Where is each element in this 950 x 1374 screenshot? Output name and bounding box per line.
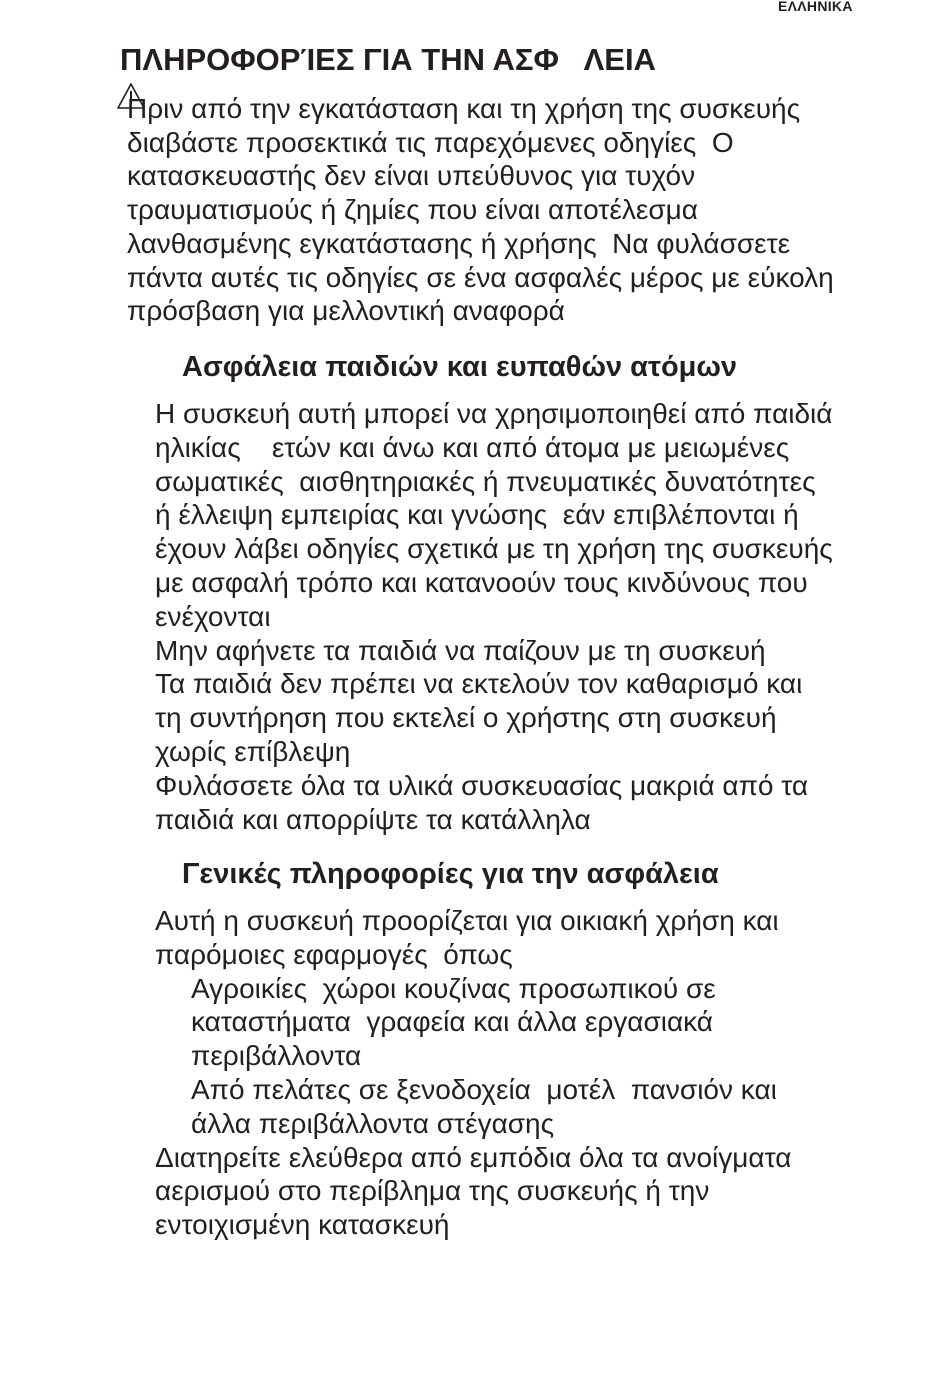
intro-line: κατασκευαστής δεν είναι υπεύθυνος για τυχόν — [127, 160, 696, 192]
children-line: Φυλάσσετε όλα τα υλικά συσκευασίας μακριά από τα — [155, 769, 809, 801]
intro-line: λανθασμένης εγκατάστασης ή χρήσης Να φυλάσσετε — [127, 227, 791, 259]
children-line: παιδιά και απορρίψτε τα κατάλληλα — [155, 803, 591, 835]
general-subline: Από πελάτες σε ξενοδοχεία μοτέλ πανσιόν και — [191, 1073, 777, 1105]
children-line: Μην αφήνετε τα παιδιά να παίζουν με τη συσκευή — [155, 634, 766, 666]
general-safety-heading: Γενικές πληροφορίες για την ασφάλεια — [182, 858, 719, 890]
intro-paragraph — [127, 92, 927, 328]
children-line: σωματικές αισθητηριακές ή πνευματικές δυνατότητες — [155, 465, 816, 497]
general-subline: περιβάλλοντα — [191, 1040, 362, 1072]
children-line: ενέχονται — [155, 600, 271, 632]
general-line: παρόμοιες εφαρμογές όπως — [155, 938, 513, 970]
warning-triangle-icon — [82, 46, 112, 74]
children-line: Η συσκευή αυτή μπορεί να χρησιμοποιηθεί από παιδιά — [155, 398, 833, 429]
children-line: ηλικίας ετών και άνω και από άτομα με μειωμένες — [155, 431, 790, 463]
children-safety-heading: Ασφάλεια παιδιών και ευπαθών ατόμων — [182, 351, 738, 383]
language-label: ΕΛΛΗΝΙΚΑ — [778, 0, 853, 14]
general-line: Διατηρείτε ελεύθερα από εμπόδια όλα τα ανοίγματα — [155, 1141, 792, 1173]
children-line: με ασφαλή τρόπο και κατανοούν τους κινδύνους που — [155, 566, 808, 598]
general-line: αερισμού στο περίβλημα της συσκευής ή την — [155, 1175, 710, 1207]
general-safety-body — [155, 904, 935, 1242]
children-line: έχουν λάβει οδηγίες σχετικά με τη χρήση της συσκευής — [155, 533, 833, 565]
intro-line: πρόσβαση για μελλοντική αναφορά — [127, 295, 565, 327]
general-subline: καταστήματα γραφεία και άλλα εργασιακά — [191, 1006, 713, 1038]
children-safety-body — [155, 397, 935, 836]
children-line: χωρίς επίβλεψη — [155, 735, 351, 767]
intro-line: διαβάστε προσεκτικά τις παρεχόμενες οδηγίες Ο — [127, 126, 734, 158]
intro-line: πάντα αυτές τις οδηγίες σε ένα ασφαλές μέρος με εύκολη — [127, 261, 834, 293]
safety-title-text: ΠΛΗΡΟΦΟΡΊΕΣ ΓΙΑ ΤΗΝ ΑΣΦ ΛΕΙΑ — [120, 42, 656, 77]
general-line: εντοιχισμένη κατασκευή — [155, 1209, 450, 1241]
intro-line: Πριν από την εγκατάσταση και τη χρήση της συσκευής — [127, 93, 801, 124]
children-line: ή έλλειψη εμπειρίας και γνώσης εάν επιβλέπονται ή — [155, 499, 799, 531]
general-subline: Αγροικίες χώροι κουζίνας προσωπικού σε — [191, 972, 716, 1004]
general-subline: άλλα περιβάλλοντα στέγασης — [191, 1107, 555, 1139]
children-line: Τα παιδιά δεν πρέπει να εκτελούν τον καθαρισμό και — [155, 668, 803, 700]
intro-line: τραυματισμούς ή ζημίες που είναι αποτέλεσμα — [127, 194, 698, 226]
children-line: τη συντήρηση που εκτελεί ο χρήστης στη συσκευή — [155, 702, 777, 734]
general-line: Αυτή η συσκευή προορίζεται για οικιακή χρήση και — [155, 905, 779, 936]
safety-title — [82, 42, 656, 78]
